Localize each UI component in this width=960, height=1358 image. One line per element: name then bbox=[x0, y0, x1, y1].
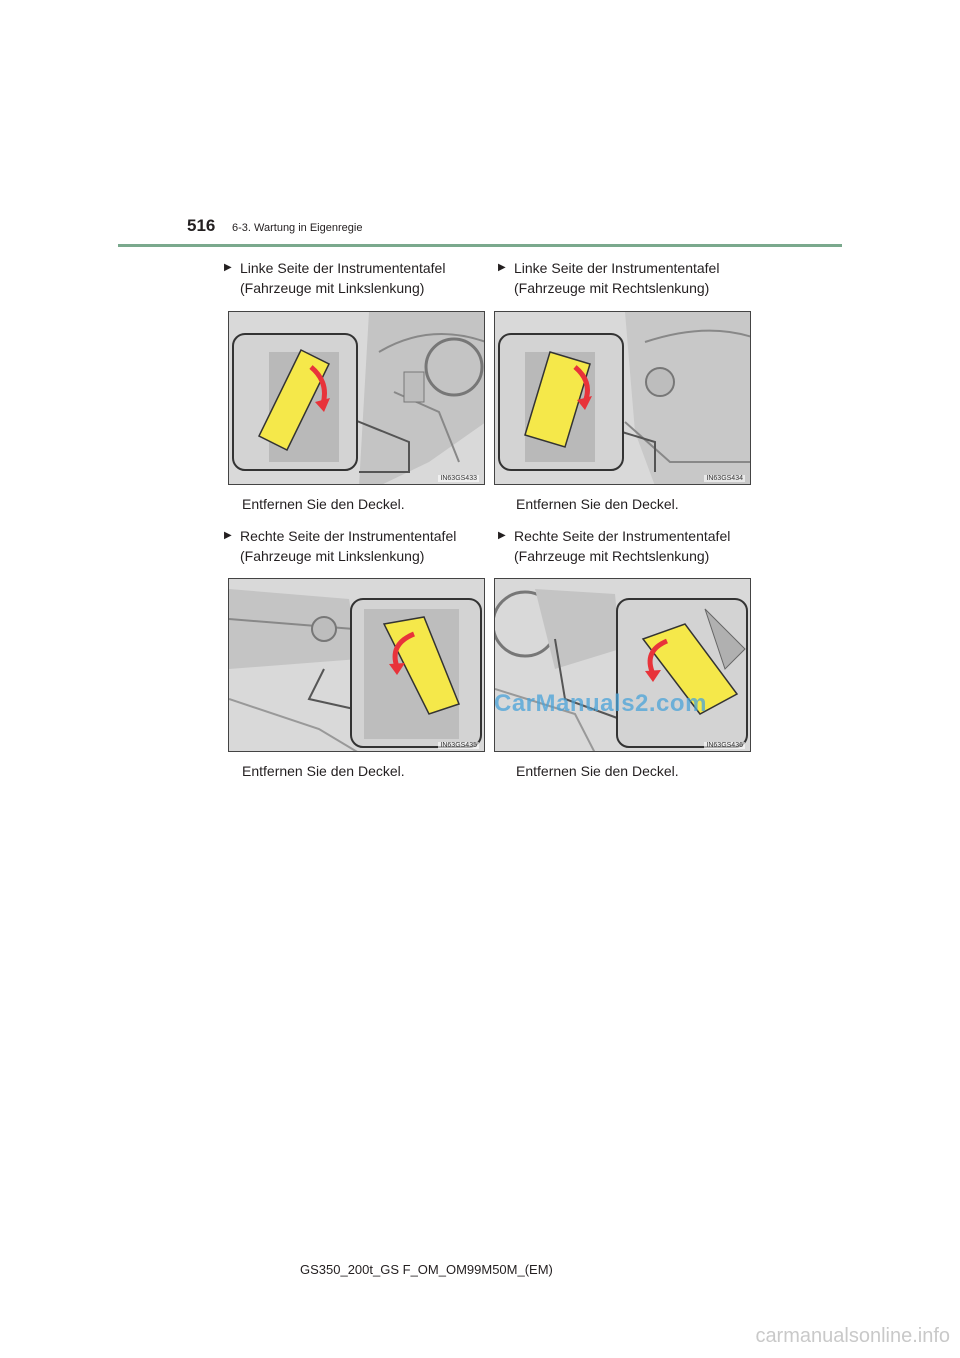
item-heading-4 bbox=[498, 526, 730, 566]
figure-code: IN63GS433 bbox=[440, 475, 477, 482]
watermark-bottom: carmanualsonline.info bbox=[755, 1325, 950, 1347]
figure-caption: Entfernen Sie den Deckel. bbox=[242, 763, 405, 779]
figure-code: IN63GS435 bbox=[440, 742, 477, 749]
bullet-arrow-icon: ▶ bbox=[498, 262, 506, 273]
figure-right-lhd bbox=[228, 578, 485, 752]
footer-code: GS350_200t_GS F_OM_OM99M50M_(EM) bbox=[300, 1262, 553, 1277]
item-heading-text: Rechte Seite der Instrumententafel (Fahrzeuge mit Linkslenkung) bbox=[240, 528, 457, 564]
figure-caption: Entfernen Sie den Deckel. bbox=[516, 496, 679, 512]
bullet-arrow-icon: ▶ bbox=[224, 530, 232, 541]
watermark-overlay: CarManuals2.com bbox=[494, 690, 707, 717]
figure-left-rhd bbox=[494, 311, 751, 485]
dashboard-illustration bbox=[495, 579, 751, 752]
figure-caption: Entfernen Sie den Deckel. bbox=[516, 763, 679, 779]
dashboard-illustration bbox=[495, 312, 751, 485]
item-heading-3 bbox=[224, 526, 456, 566]
dashboard-illustration bbox=[229, 312, 485, 485]
page-number: 516 bbox=[187, 216, 216, 235]
header-rule bbox=[118, 244, 842, 247]
item-heading-2 bbox=[498, 258, 719, 298]
item-heading-text: Linke Seite der Instrumententafel (Fahrzeuge mit Linkslenkung) bbox=[240, 260, 446, 296]
figure-code: IN63GS434 bbox=[706, 475, 743, 482]
figure-left-lhd bbox=[228, 311, 485, 485]
figure-right-rhd bbox=[494, 578, 751, 752]
bullet-arrow-icon: ▶ bbox=[498, 530, 506, 541]
figure-caption: Entfernen Sie den Deckel. bbox=[242, 496, 405, 512]
item-heading-text: Rechte Seite der Instrumententafel (Fahrzeuge mit Rechtslenkung) bbox=[514, 528, 731, 564]
figure-code: IN63GS436 bbox=[706, 742, 743, 749]
section-title: 6-3. Wartung in Eigenregie bbox=[232, 222, 363, 234]
item-heading-text: Linke Seite der Instrumententafel (Fahrzeuge mit Rechtslenkung) bbox=[514, 260, 720, 296]
dashboard-illustration bbox=[229, 579, 485, 752]
bullet-arrow-icon: ▶ bbox=[224, 262, 232, 273]
item-heading-1 bbox=[224, 258, 445, 298]
